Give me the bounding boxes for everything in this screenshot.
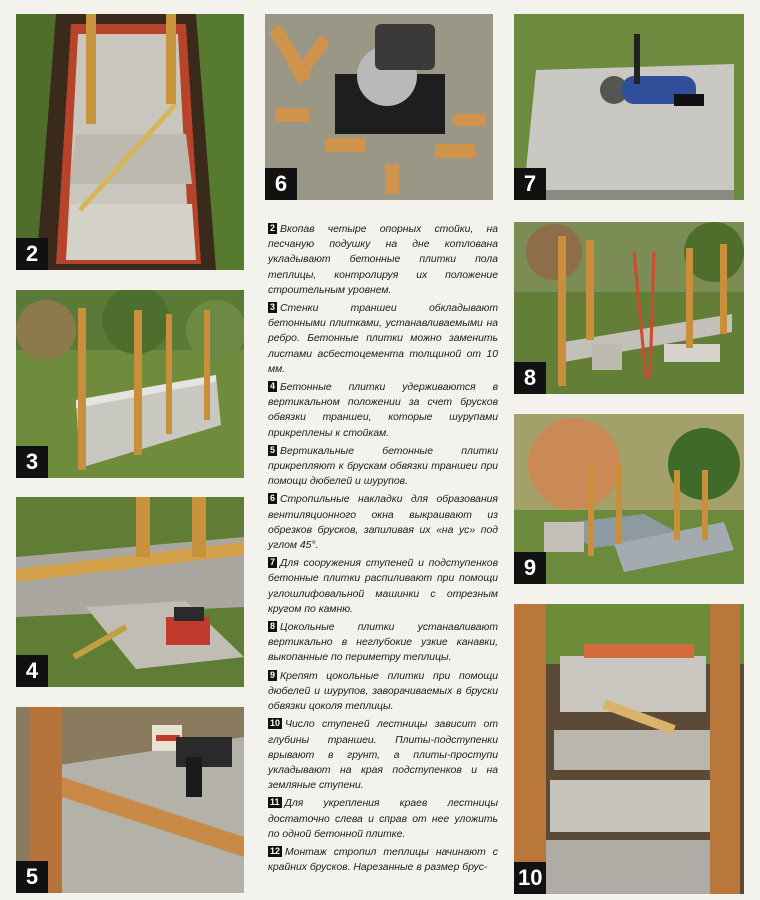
photo-8 bbox=[514, 222, 744, 394]
paragraph-text: Стенки траншеи обкладывают бетонными плитками, устанавливаемыми на ребро. Бетонные плитки можно заменить листами асбестоцемента толщиной от 10 мм. bbox=[268, 303, 498, 375]
paragraph bbox=[268, 620, 498, 666]
photo-7 bbox=[514, 14, 744, 200]
step-number: 12 bbox=[270, 845, 281, 856]
photo-9 bbox=[514, 414, 744, 584]
step-number: 11 bbox=[270, 797, 280, 808]
photo-number: 4 bbox=[16, 655, 48, 687]
photo-number: 8 bbox=[514, 362, 546, 394]
paragraph-text: Для укрепления краев лестницы достаточно слева и справ от нее уложить по одной бетонной плитке. bbox=[268, 798, 498, 840]
paragraph-text: Число ступеней лестницы зависит от глубины траншеи. Плиты-подступенки врывают в грунт, а плиты-проступи укладывают на края подступенков и на земляные ступени. bbox=[268, 719, 498, 792]
photo-number: 5 bbox=[16, 861, 48, 893]
paragraph-text: Цокольные плитки устанавливают вертикально в неглубокие узкие канавки, выкопанные по периметру теплицы. bbox=[268, 622, 498, 664]
step-number: 6 bbox=[270, 493, 276, 504]
paragraph-text: Монтаж стропил теплицы начинают с крайних брусков. Нарезанные в размер брус- bbox=[268, 846, 498, 874]
paragraph bbox=[268, 492, 498, 553]
paragraph bbox=[268, 444, 498, 490]
photo-5 bbox=[16, 707, 244, 893]
step-number: 4 bbox=[270, 381, 276, 392]
photo-3 bbox=[16, 290, 244, 478]
photo-6 bbox=[265, 14, 493, 200]
photo-10 bbox=[514, 604, 744, 894]
paragraph bbox=[268, 845, 498, 875]
step-number: 9 bbox=[270, 669, 276, 680]
paragraph bbox=[268, 222, 498, 298]
photo-number: 9 bbox=[514, 552, 546, 584]
paragraph-text: Вкопав четыре опорных стойки, на песчаную подушку на дне котлована укладывают бетонные плитки пола теплицы, контролируя их положение строительным уровнем. bbox=[268, 224, 498, 296]
paragraph-text: Крепят цокольные плитки при помощи дюбелей и шурупов, заворачиваемых в бруски обвязки цоколя теплицы. bbox=[268, 670, 498, 713]
paragraph-text: Бетонные плитки удерживаются в вертикальном положении за счет брусков обвязки траншеи, которые шурупами прикреплены к стойкам. bbox=[268, 382, 498, 439]
step-number: 10 bbox=[270, 718, 281, 729]
paragraph bbox=[268, 380, 498, 441]
photo-number: 10 bbox=[514, 862, 546, 894]
step-number: 3 bbox=[270, 302, 276, 313]
photo-number: 2 bbox=[16, 238, 48, 270]
photo-number: 6 bbox=[265, 168, 297, 200]
paragraph-text: Для сооружения ступеней и подступенков бетонные плитки распиливают при помощи углошлифовальной машинки с отрезным кругом по камню. bbox=[268, 558, 498, 615]
paragraph bbox=[268, 717, 498, 793]
step-number: 2 bbox=[270, 223, 276, 233]
step-number: 8 bbox=[270, 621, 276, 632]
step-number: 7 bbox=[270, 557, 276, 568]
paragraph bbox=[268, 301, 498, 377]
photo-4 bbox=[16, 497, 244, 687]
paragraph-text: Стропильные накладки для образования вентиляционного окна выкраивают из обрезков брусков, запиливая их «на ус» под углом 45°. bbox=[268, 494, 498, 552]
paragraph bbox=[268, 556, 498, 617]
photo-number: 3 bbox=[16, 446, 48, 478]
instructions-text bbox=[268, 222, 498, 894]
paragraph bbox=[268, 669, 498, 715]
paragraph-text: Вертикальные бетонные плитки прикрепляют к брускам обвязки траншеи при помощи дюбелей и шурупов. bbox=[268, 445, 498, 488]
photo-number: 7 bbox=[514, 168, 546, 200]
photo-2 bbox=[16, 14, 244, 270]
step-number: 5 bbox=[270, 444, 276, 455]
paragraph bbox=[268, 796, 498, 842]
